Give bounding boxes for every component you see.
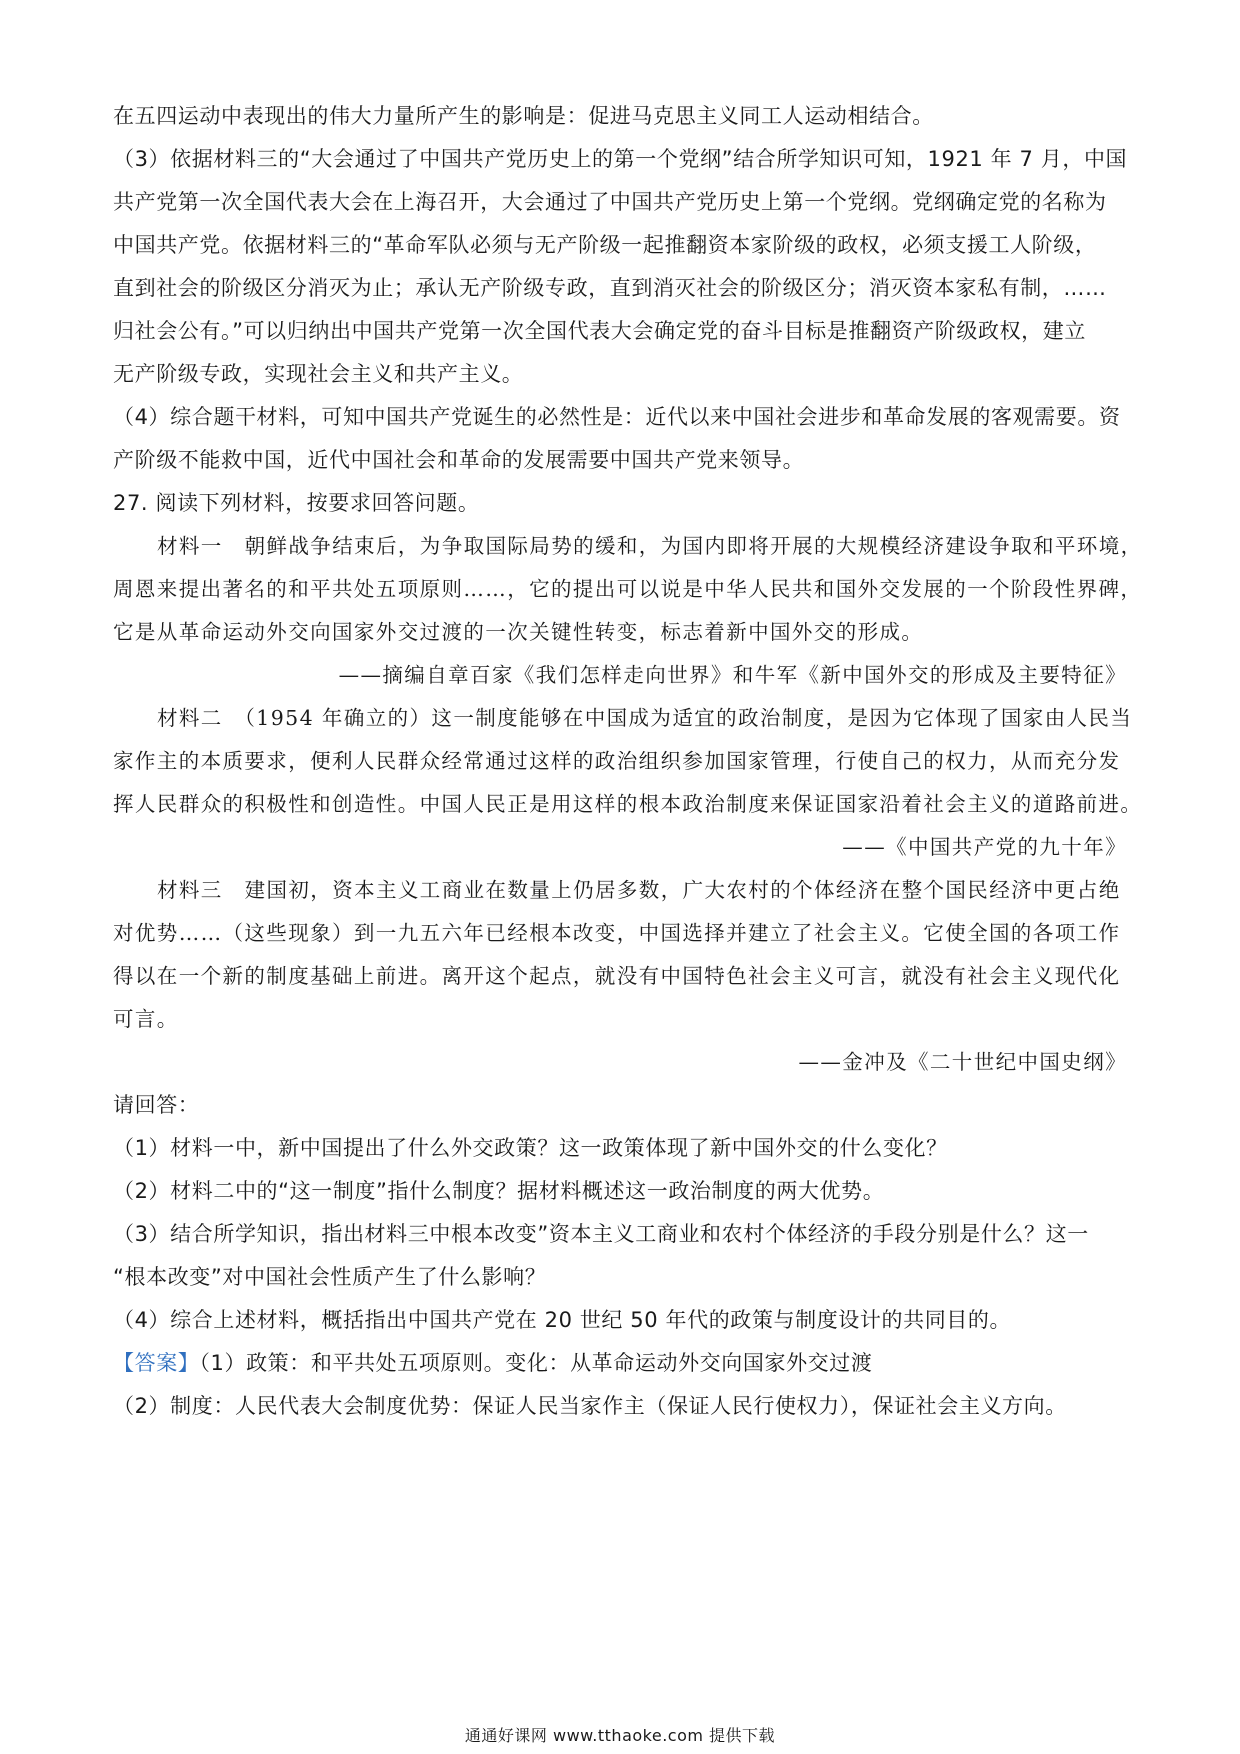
material-3-line: 对优势……（这些现象）到一九五六年已经根本改变，中国选择并建立了社会主义。它使全国的各项工作 — [113, 921, 1121, 945]
material-3-line: 得以在一个新的制度基础上前进。离开这个起点，就没有中国特色社会主义可言，就没有社会主义现代化 — [113, 964, 1121, 988]
material-1-source: ——摘编自章百家《我们怎样走向世界》和牛军《新中国外交的形成及主要特征》 — [338, 663, 1127, 687]
material-2-line: 家作主的本质要求，便利人民群众经常通过这样的政治组织参加国家管理，行使自己的权力，从而充分发 — [113, 749, 1121, 773]
questions-prompt: 请回答： — [113, 1093, 200, 1117]
material-2-source: ——《中国共产党的九十年》 — [842, 835, 1127, 859]
text-line: 中国共产党。依据材料三的“革命军队必须与无产阶级一起推翻资本家阶级的政权，必须支援工人阶级， — [113, 233, 1097, 257]
material-3-line: 可言。 — [113, 1007, 179, 1031]
text-line: 无产阶级专政，实现社会主义和共产主义。 — [113, 362, 524, 386]
material-3-line: 材料三 建国初，资本主义工商业在数量上仍居多数，广大农村的个体经济在整个国民经济中更占绝 — [157, 878, 1121, 902]
question-item: （4）综合上述材料，概括指出中国共产党在 20 世纪 50 年代的政策与制度设计的共同目的。 — [113, 1308, 1012, 1332]
page-footer: 通通好课网 www.tthaoke.com 提供下载 — [464, 1726, 776, 1745]
answer-tag: 【答案】 — [113, 1351, 200, 1375]
material-1-line: 材料一 朝鲜战争结束后，为争取国际局势的缓和，为国内即将开展的大规模经济建设争取和平环境， — [157, 534, 1143, 558]
text-line: 归社会公有。”可以归纳出中国共产党第一次全国代表大会确定党的奋斗目标是推翻资产阶级政权，建立 — [113, 319, 1086, 343]
text-line: （3）依据材料三的“大会通过了中国共产党历史上的第一个党纲”结合所学知识可知，1921 年 7 月，中国 — [113, 147, 1128, 171]
text-line: （4）综合题干材料，可知中国共产党诞生的必然性是：近代以来中国社会进步和革命发展的客观需要。资 — [113, 405, 1121, 429]
material-2-line: 材料二 （1954 年确立的）这一制度能够在中国成为适宜的政治制度，是因为它体现了国家由人民当 — [157, 706, 1133, 730]
question-item: （1）材料一中，新中国提出了什么外交政策？这一政策体现了新中国外交的什么变化？ — [113, 1136, 948, 1160]
question-item: “根本改变”对中国社会性质产生了什么影响？ — [113, 1265, 547, 1289]
answer-line — [113, 1348, 1133, 1378]
answer-text: （1）政策：和平共处五项原则。变化：从革命运动外交向国家外交过渡 — [199, 1351, 873, 1375]
text-line: 共产党第一次全国代表大会在上海召开，大会通过了中国共产党历史上第一个党纲。党纲确定党的名称为 — [113, 190, 1107, 214]
text-line: 直到社会的阶级区分消灭为止；承认无产阶级专政，直到消灭社会的阶级区分；消灭资本家私有制，…… — [113, 276, 1107, 300]
answer-line: （2）制度：人民代表大会制度优势：保证人民当家作主（保证人民行使权力），保证社会主义方向。 — [113, 1394, 1067, 1418]
question-heading: 27. 阅读下列材料，按要求回答问题。 — [113, 491, 480, 515]
question-item: （3）结合所学知识，指出材料三中根本改变”资本主义工商业和农村个体经济的手段分别是什么？这一 — [113, 1222, 1089, 1246]
material-3-source: ——金冲及《二十世纪中国史纲》 — [798, 1050, 1127, 1074]
text-line: 产阶级不能救中国，近代中国社会和革命的发展需要中国共产党来领导。 — [113, 448, 805, 472]
question-item: （2）材料二中的“这一制度”指什么制度？据材料概述这一政治制度的两大优势。 — [113, 1179, 885, 1203]
text-line: 在五四运动中表现出的伟大力量所产生的影响是：促进马克思主义同工人运动相结合。 — [113, 104, 934, 128]
material-1-line: 周恩来提出著名的和平共处五项原则……，它的提出可以说是中华人民共和国外交发展的一个阶段性界碑， — [113, 577, 1143, 601]
material-1-line: 它是从革命运动外交向国家外交过渡的一次关键性转变，标志着新中国外交的形成。 — [113, 620, 924, 644]
material-2-line: 挥人民群众的积极性和创造性。中国人民正是用这样的根本政治制度来保证国家沿着社会主义的道路前进。 — [113, 792, 1143, 816]
